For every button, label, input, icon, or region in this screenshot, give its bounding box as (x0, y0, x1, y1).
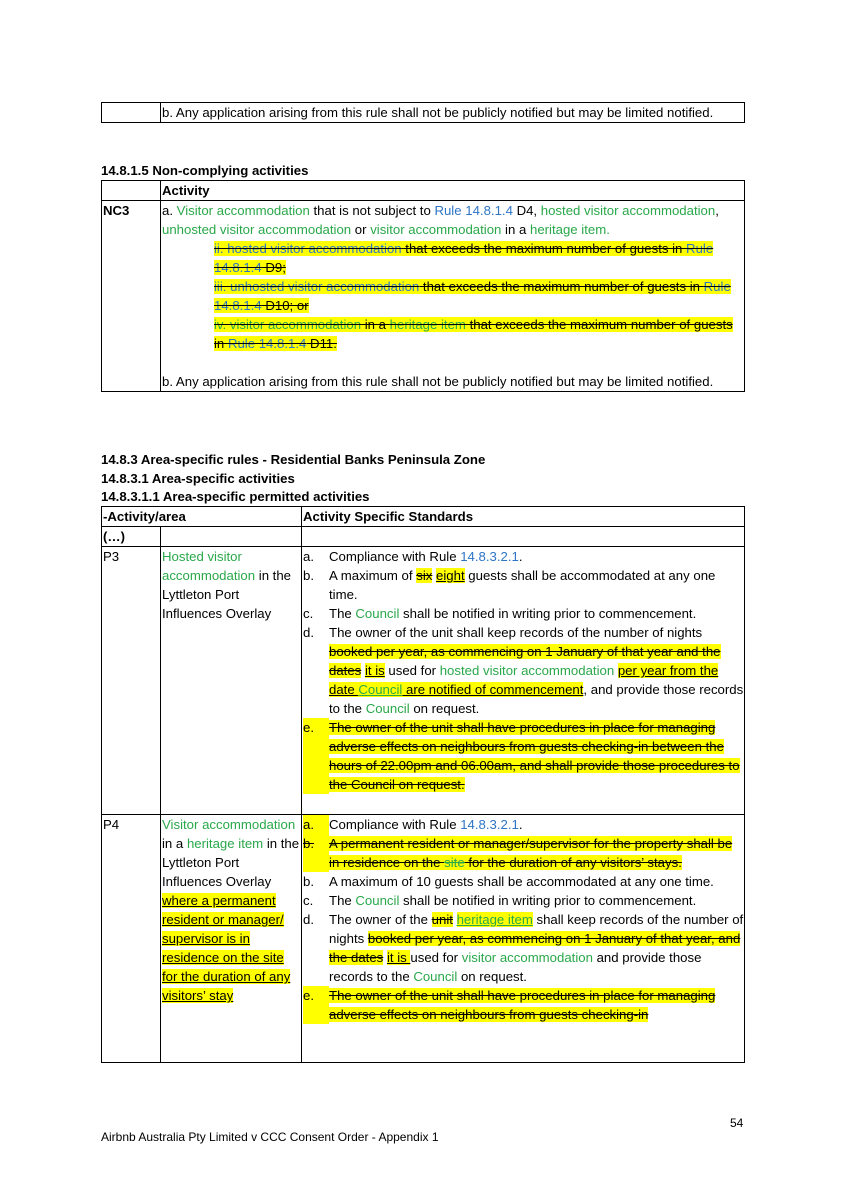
standards-header: Activity Specific Standards (302, 507, 745, 527)
nc3-subclause-iii: iii. unhosted visitor accommodation that exceeds the maximum number of guests in Rule 14.8.1.4 D10; or (214, 279, 731, 313)
area-permitted-table (101, 506, 745, 1063)
area-heading-2: 14.8.3.1 Area-specific activities (101, 471, 295, 486)
p4-item-a: a. Compliance with Rule 14.8.3.2.1. (303, 817, 523, 832)
non-complying-table (101, 180, 745, 392)
nc3-activity-cell (161, 201, 745, 392)
p4-item-d: d. The owner of the unit heritage item shall keep records of the number of nights booked per year, as commencing on 1 January of that year, and the dates it is used for visitor accommodation and provide those records to the Council on request. (303, 912, 744, 984)
p4-code: P4 (102, 815, 161, 1063)
p3-item-e: e. The owner of the unit shall have procedures in place for managing adverse effects on neighbours from guests checking-in between the hours of 22.00pm and 06.00am, and shall provide those procedures to the Council on request. (303, 720, 740, 792)
nc3-clause-a: a. Visitor accommodation that is not subject to Rule 14.8.1.4 D4, hosted visitor accommodation, unhosted visitor accommodation or visitor accommodation in a heritage item. (162, 203, 719, 237)
activity-column-header: Activity (161, 181, 745, 201)
top-table-block (101, 102, 745, 123)
nc3-subclause-ii: ii. hosted visitor accommodation that exceeds the maximum number of guests in Rule 14.8.1.4 D9; (214, 241, 714, 275)
p4-item-e: e. The owner of the unit shall have procedures in place for managing adverse effects on neighbours from guests checking-in (303, 988, 716, 1022)
nc3-clause-b: b. Any application arising from this rule shall not be publicly notified but may be limited notified. (162, 374, 714, 389)
top-table (101, 102, 745, 123)
nc3-deleted-subclauses (162, 239, 744, 353)
nc3-code: NC3 (102, 201, 161, 392)
footer-text: Airbnb Australia Pty Limited v CCC Consent Order - Appendix 1 (101, 1130, 439, 1144)
nc3-subclause-iv: iv. visitor accommodation in a heritage item that exceeds the maximum number of guests in Rule 14.8.1.4 D11. (214, 317, 733, 351)
p3-item-d: d. The owner of the unit shall keep records of the number of nights booked per year, as commencing on 1 January of that year and the dates it is used for hosted visitor accommodation per year from the date Council are notified of commencement, and provide those records to the Council on request. (303, 625, 744, 716)
area-heading-1: 14.8.3 Area-specific rules - Residential Banks Peninsula Zone (101, 452, 486, 467)
non-complying-section (101, 161, 745, 392)
p3-item-b: b. A maximum of six eight guests shall be accommodated at any one time. (303, 568, 716, 602)
p4-item-c: c. The Council shall be notified in writing prior to commencement. (303, 893, 697, 908)
p3-item-a: a. Compliance with Rule 14.8.3.2.1. (303, 549, 523, 564)
p4-item-b: b. A maximum of 10 guests shall be accommodated at any one time. (303, 874, 714, 889)
p3-code: P3 (102, 547, 161, 815)
p4-activity: Visitor accommodation in a heritage item in the Lyttleton Port Influences Overlay where a permanent resident or manager/ supervisor is in residence on the site for the duration of any visitors’ stay (161, 815, 302, 1063)
p3-item-c: c. The Council shall be notified in writing prior to commencement. (303, 606, 697, 621)
activity-area-header: -Activity/area (102, 507, 302, 527)
page-number: 54 (730, 1116, 744, 1130)
non-complying-heading: 14.8.1.5 Non-complying activities (101, 163, 309, 178)
ellipsis-row: (…) (102, 527, 161, 547)
p4-item-b-deleted: b. A permanent resident or manager/supervisor for the property shall be in residence on the site for the duration of any visitors’ stays. (303, 836, 733, 870)
area-heading-3: 14.8.3.1.1 Area-specific permitted activities (101, 489, 370, 504)
p3-activity: Hosted visitor accommodation in the Lyttleton Port Influences Overlay (161, 547, 302, 815)
p3-standards (302, 547, 745, 815)
p4-standards (302, 815, 745, 1063)
area-specific-section (101, 450, 745, 1063)
top-limited-notification-text: b. Any application arising from this rule shall not be publicly notified but may be limited notified. (161, 103, 745, 123)
